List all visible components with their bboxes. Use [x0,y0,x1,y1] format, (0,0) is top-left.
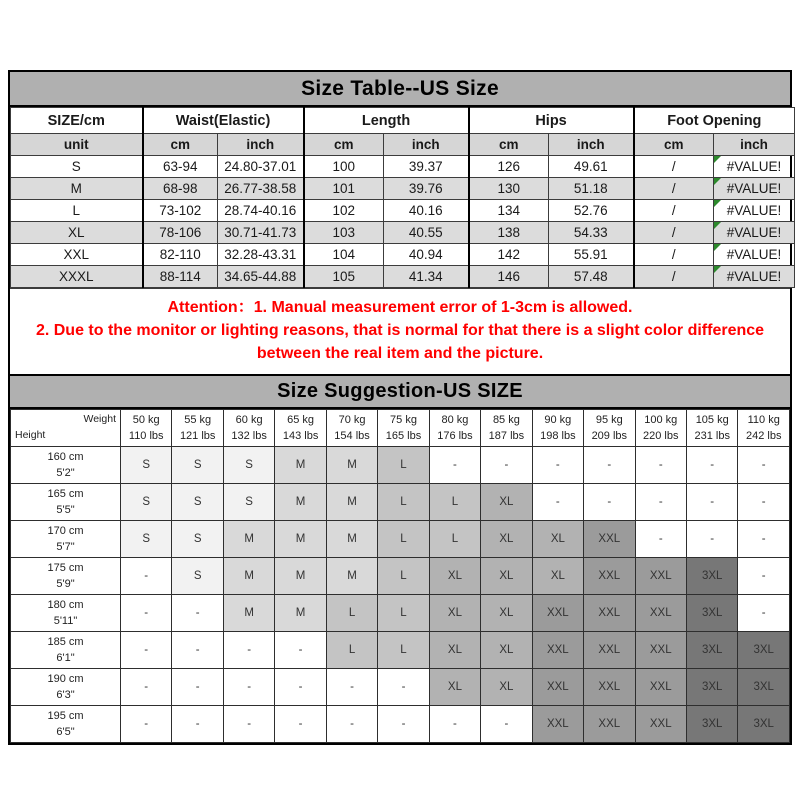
empty-size-cell: - [429,447,480,484]
height-header-cell [11,632,121,669]
empty-size-cell: - [121,706,172,743]
size-table-row [11,156,795,178]
measurement-cell: 146 [469,266,549,288]
height-cm-label: 170 cm [47,524,84,537]
suggested-size-cell: 3XL [686,669,737,706]
suggested-size-cell: S [172,558,223,595]
size-label-cell: XL [11,222,143,244]
suggested-size-cell: M [275,595,326,632]
suggested-size-cell: S [121,521,172,558]
measurement-cell: / [634,156,714,178]
suggested-size-cell: XXL [584,632,635,669]
measurement-cell: 101 [304,178,384,200]
suggested-size-cell: 3XL [738,706,790,743]
suggested-size-cell: S [121,447,172,484]
error-corner-flag-icon [714,200,721,207]
unit-header-cell: inch [384,134,469,156]
size-label-cell: S [11,156,143,178]
measurement-cell: 39.76 [384,178,469,200]
measurement-cell: 68-98 [143,178,218,200]
suggested-size-cell: XXL [635,558,686,595]
suggested-size-cell: S [121,484,172,521]
size-table [10,107,795,288]
weight-lbs-label: 231 lbs [694,430,730,442]
measurement-cell: 26.77-38.58 [218,178,304,200]
weight-kg-label: 80 kg [441,413,469,426]
suggested-size-cell: L [429,521,480,558]
weight-kg-label: 105 kg [695,413,729,426]
suggested-size-cell: 3XL [686,595,737,632]
weight-header-cell [326,410,377,447]
column-group-header: Length [304,108,469,134]
height-header-cell [11,558,121,595]
height-ft-label: 5'5" [56,504,75,516]
measurement-cell: / [634,244,714,266]
measurement-cell: 49.61 [549,156,634,178]
empty-size-cell: - [584,447,635,484]
suggested-size-cell: XXL [635,632,686,669]
weight-kg-label: 85 kg [492,413,520,426]
unit-header-cell: inch [714,134,795,156]
height-cm-label: 190 cm [47,672,84,685]
suggested-size-cell: M [275,521,326,558]
suggested-size-cell: XL [429,558,480,595]
column-group-header: Waist(Elastic) [143,108,304,134]
suggested-size-cell: L [378,484,429,521]
suggested-size-cell: M [223,521,274,558]
empty-size-cell: - [481,447,532,484]
size-label-cell: XXXL [11,266,143,288]
empty-size-cell: - [635,447,686,484]
height-cm-label: 165 cm [47,487,84,500]
value-error-cell: #VALUE! [714,178,795,200]
measurement-cell: 105 [304,266,384,288]
empty-size-cell: - [121,558,172,595]
suggested-size-cell: 3XL [686,558,737,595]
suggested-size-cell: 3XL [738,632,790,669]
measurement-cell: 142 [469,244,549,266]
suggested-size-cell: L [429,484,480,521]
empty-size-cell: - [584,484,635,521]
size-label-cell: XXL [11,244,143,266]
measurement-cell: 82-110 [143,244,218,266]
suggested-size-cell: M [223,595,274,632]
suggested-size-cell: M [275,558,326,595]
weight-kg-label: 95 kg [595,413,623,426]
suggested-size-cell: XL [429,632,480,669]
suggested-size-cell: XXL [532,669,583,706]
height-header-cell [11,669,121,706]
suggested-size-cell: M [275,447,326,484]
empty-size-cell: - [223,632,274,669]
weight-header-cell [686,410,737,447]
suggested-size-cell: L [378,558,429,595]
column-group-header: Foot Opening [634,108,795,134]
weight-lbs-label: 165 lbs [385,430,422,442]
suggested-size-cell: XXL [584,706,635,743]
suggested-size-cell: XL [481,595,532,632]
value-error-cell: #VALUE! [714,156,795,178]
size-suggestion-title: Size Suggestion-US SIZE [10,376,790,409]
empty-size-cell: - [172,669,223,706]
measurement-cell: 34.65-44.88 [218,266,304,288]
suggested-size-cell: 3XL [686,706,737,743]
size-suggestion-body [11,447,790,743]
column-group-header: SIZE/cm [11,108,143,134]
size-table-group-header-row [11,108,795,134]
empty-size-cell: - [326,706,377,743]
weight-kg-label: 55 kg [184,413,212,426]
empty-size-cell: - [275,632,326,669]
weight-kg-label: 100 kg [644,413,678,426]
measurement-cell: 57.48 [549,266,634,288]
suggested-size-cell: L [378,447,429,484]
suggested-size-cell: XL [532,558,583,595]
unit-header-cell: cm [304,134,384,156]
empty-size-cell: - [223,669,274,706]
suggested-size-cell: M [223,558,274,595]
measurement-cell: / [634,178,714,200]
weight-lbs-label: 242 lbs [745,430,782,442]
empty-size-cell: - [223,706,274,743]
suggested-size-cell: XL [481,521,532,558]
unit-header-cell: unit [11,134,143,156]
attention-line-3: between the real item and the picture. [256,345,544,363]
weight-header-cell [635,410,686,447]
empty-size-cell: - [481,706,532,743]
empty-size-cell: - [738,558,790,595]
size-suggestion-section [8,374,792,745]
suggested-size-cell: XL [481,558,532,595]
measurement-cell: 40.55 [384,222,469,244]
weight-lbs-label: 154 lbs [334,430,370,442]
suggested-size-cell: XXL [584,595,635,632]
suggested-size-cell: XL [481,484,532,521]
suggested-size-cell: XXL [635,595,686,632]
height-header-cell [11,447,121,484]
weight-lbs-label: 143 lbs [282,430,319,442]
weight-kg-label: 65 kg [287,413,315,426]
weight-header-cell [532,410,583,447]
measurement-cell: 51.18 [549,178,634,200]
height-header-cell [11,595,121,632]
suggested-size-cell: M [326,447,377,484]
measurement-cell: 134 [469,200,549,222]
height-ft-label: 5'9" [56,578,75,590]
suggested-size-cell: M [326,521,377,558]
suggested-size-cell: L [326,632,377,669]
empty-size-cell: - [738,521,790,558]
column-group-header: Hips [469,108,634,134]
height-header-cell [11,706,121,743]
empty-size-cell: - [635,521,686,558]
size-table-row [11,178,795,200]
size-suggestion-row [11,706,790,743]
suggested-size-cell: XXL [584,558,635,595]
size-table-unit-row [11,134,795,156]
value-error-cell: #VALUE! [714,244,795,266]
weight-lbs-label: 198 lbs [540,430,576,442]
empty-size-cell: - [686,447,737,484]
size-suggestion-row [11,595,790,632]
size-table-section [8,70,792,377]
suggested-size-cell: XL [429,669,480,706]
empty-size-cell: - [738,447,790,484]
weight-kg-label: 110 kg [747,413,780,426]
measurement-cell: 39.37 [384,156,469,178]
weight-kg-label: 90 kg [544,413,572,426]
suggested-size-cell: L [326,595,377,632]
suggested-size-cell: S [172,484,223,521]
measurement-cell: 103 [304,222,384,244]
unit-header-cell: cm [634,134,714,156]
weight-header-row [11,410,790,447]
value-error-cell: #VALUE! [714,266,795,288]
weight-lbs-label: 209 lbs [591,430,628,442]
weight-header-cell [481,410,532,447]
suggested-size-cell: XXL [532,632,583,669]
error-corner-flag-icon [714,178,721,185]
height-ft-label: 6'3" [56,689,75,701]
size-suggestion-row [11,521,790,558]
suggested-size-cell: L [378,595,429,632]
empty-size-cell: - [532,484,583,521]
measurement-cell: 30.71-41.73 [218,222,304,244]
weight-lbs-label: 176 lbs [437,430,473,442]
measurement-cell: 130 [469,178,549,200]
suggested-size-cell: XL [481,669,532,706]
suggested-size-cell: S [223,484,274,521]
size-suggestion-row [11,632,790,669]
size-suggestion-row [11,484,790,521]
empty-size-cell: - [121,595,172,632]
weight-lbs-label: 121 lbs [179,430,216,442]
height-cm-label: 185 cm [47,635,84,648]
empty-size-cell: - [686,484,737,521]
height-cm-label: 180 cm [47,598,84,611]
weight-lbs-label: 132 lbs [231,430,267,442]
unit-header-cell: cm [143,134,218,156]
attention-line-2: 2. Due to the monitor or lighting reasons, that is normal for that there is a slight color difference [35,322,765,340]
measurement-cell: 32.28-43.31 [218,244,304,266]
measurement-cell: 104 [304,244,384,266]
weight-height-corner-cell [11,410,121,447]
empty-size-cell: - [532,447,583,484]
empty-size-cell: - [378,706,429,743]
empty-size-cell: - [378,669,429,706]
suggested-size-cell: XXL [584,521,635,558]
attention-line-1: Attention：1. Manual measurement error of 1-3cm is allowed. [167,299,633,316]
height-cm-label: 160 cm [47,450,84,463]
measurement-cell: 100 [304,156,384,178]
suggested-size-cell: XL [532,521,583,558]
suggested-size-cell: L [378,632,429,669]
measurement-cell: 73-102 [143,200,218,222]
error-corner-flag-icon [714,222,721,229]
suggested-size-cell: XL [429,595,480,632]
suggested-size-cell: 3XL [738,669,790,706]
measurement-cell: 63-94 [143,156,218,178]
weight-header-cell [378,410,429,447]
empty-size-cell: - [738,595,790,632]
error-corner-flag-icon [714,156,721,163]
height-ft-label: 5'2" [56,467,75,479]
error-corner-flag-icon [714,244,721,251]
attention-note [10,288,790,375]
measurement-cell: 138 [469,222,549,244]
measurement-cell: 40.16 [384,200,469,222]
suggested-size-cell: L [378,521,429,558]
size-suggestion-row [11,558,790,595]
size-table-body [11,156,795,288]
measurement-cell: 88-114 [143,266,218,288]
empty-size-cell: - [738,484,790,521]
suggested-size-cell: S [172,521,223,558]
suggested-size-cell: M [326,484,377,521]
error-corner-flag-icon [714,266,721,273]
height-cm-label: 195 cm [47,709,84,722]
value-error-cell: #VALUE! [714,222,795,244]
empty-size-cell: - [121,632,172,669]
weight-lbs-label: 220 lbs [643,430,679,442]
size-table-row [11,266,795,288]
unit-header-cell: inch [218,134,304,156]
weight-header-cell [738,410,790,447]
size-suggestion-row [11,447,790,484]
weight-header-cell [429,410,480,447]
size-table-row [11,222,795,244]
measurement-cell: 40.94 [384,244,469,266]
suggested-size-cell: XXL [532,595,583,632]
suggested-size-cell: 3XL [686,632,737,669]
weight-header-cell [584,410,635,447]
empty-size-cell: - [429,706,480,743]
weight-kg-label: 50 kg [132,413,160,426]
height-header-cell [11,484,121,521]
size-label-cell: M [11,178,143,200]
measurement-cell: 24.80-37.01 [218,156,304,178]
suggested-size-cell: XXL [584,669,635,706]
measurement-cell: 55.91 [549,244,634,266]
measurement-cell: / [634,266,714,288]
suggested-size-cell: XXL [532,706,583,743]
size-table-title: Size Table--US Size [10,72,790,107]
weight-header-cell [172,410,223,447]
suggested-size-cell: S [223,447,274,484]
measurement-cell: 102 [304,200,384,222]
value-error-cell: #VALUE! [714,200,795,222]
weight-header-cell [121,410,172,447]
measurement-cell: 126 [469,156,549,178]
suggested-size-cell: XXL [635,706,686,743]
empty-size-cell: - [275,669,326,706]
weight-kg-label: 70 kg [338,413,366,426]
height-ft-label: 5'7" [56,541,75,553]
empty-size-cell: - [172,706,223,743]
weight-lbs-label: 110 lbs [128,430,164,442]
height-ft-label: 5'11" [53,615,78,627]
empty-size-cell: - [326,669,377,706]
unit-header-cell: inch [549,134,634,156]
weight-kg-label: 60 kg [235,413,263,426]
weight-kg-label: 75 kg [390,413,417,426]
empty-size-cell: - [635,484,686,521]
measurement-cell: 41.34 [384,266,469,288]
measurement-cell: 78-106 [143,222,218,244]
suggested-size-cell: XL [481,632,532,669]
size-suggestion-table [10,409,790,743]
weight-header-cell [275,410,326,447]
suggested-size-cell: M [275,484,326,521]
measurement-cell: / [634,200,714,222]
size-label-cell: L [11,200,143,222]
height-header-cell [11,521,121,558]
weight-header-cell [223,410,274,447]
height-ft-label: 6'1" [56,652,75,664]
corner-weight-label: Weight [83,413,116,425]
measurement-cell: / [634,222,714,244]
empty-size-cell: - [172,595,223,632]
empty-size-cell: - [275,706,326,743]
empty-size-cell: - [686,521,737,558]
empty-size-cell: - [121,669,172,706]
empty-size-cell: - [172,632,223,669]
suggested-size-cell: M [326,558,377,595]
unit-header-cell: cm [469,134,549,156]
size-suggestion-row [11,669,790,706]
size-table-row [11,200,795,222]
corner-height-label: Height [15,429,46,442]
suggested-size-cell: XXL [635,669,686,706]
size-table-row [11,244,795,266]
suggested-size-cell: S [172,447,223,484]
measurement-cell: 54.33 [549,222,634,244]
measurement-cell: 28.74-40.16 [218,200,304,222]
measurement-cell: 52.76 [549,200,634,222]
weight-lbs-label: 187 lbs [488,430,525,442]
height-cm-label: 175 cm [47,561,84,574]
height-ft-label: 6'5" [56,726,75,738]
